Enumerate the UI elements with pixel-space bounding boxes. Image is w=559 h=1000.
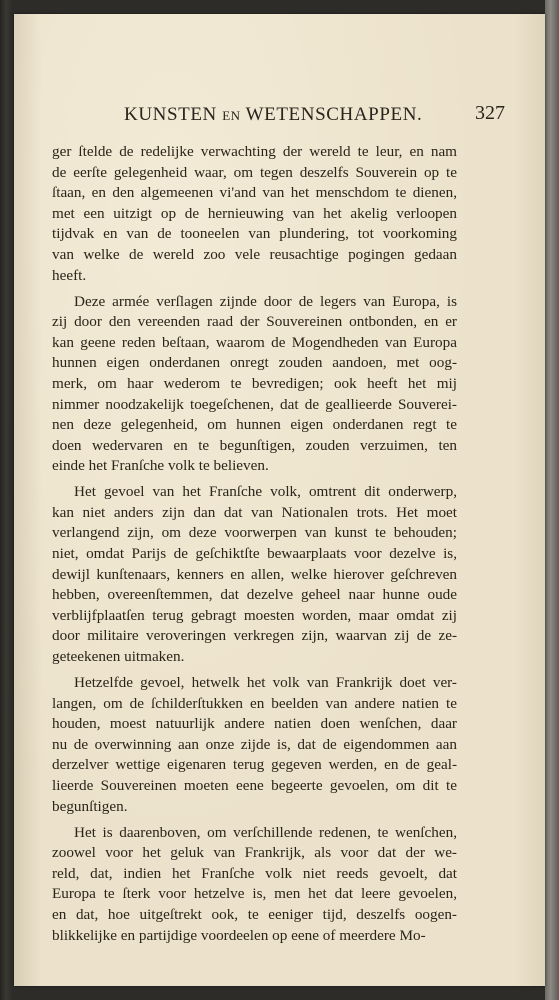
text-line: zoowel voor het geluk van Frankrijk, als voor dat der we- <box>52 844 457 862</box>
scanner-edge-strip <box>545 0 559 1000</box>
page-sheet <box>14 14 545 986</box>
text-line: Europa te ſterk voor hetzelve is, men het dat leere gevoelen, <box>52 885 457 903</box>
text-line: kan geene reden beſtaan, waarom de Mogendheden van Europa <box>52 333 457 351</box>
text-line: begunſtigen. <box>52 797 128 815</box>
text-line: en dat, hoe uitgeſtrekt ook, te eeniger tijd, deszelfs oogen- <box>52 905 457 923</box>
running-head-word-3: WETENSCHAPPEN. <box>245 104 423 125</box>
text-line: Deze armée verſlagen zijnde door de legers van Europa, is <box>74 292 457 310</box>
text-line: ſtaan, en den algemeenen vi'and van het menschdom te dienen, <box>52 184 457 202</box>
page-number: 327 <box>475 102 505 124</box>
text-line: nu de overwinning aan onze zijde is, dat de eigendommen aan <box>52 735 457 753</box>
text-line: geteekenen uitmaken. <box>52 648 185 666</box>
text-line: verlangend zijn, om deze voorwerpen van kunst te behouden; <box>52 524 457 542</box>
text-line: nimmer noodzakelijk toegeſchenen, dat de geallieerde Souverei- <box>52 395 457 413</box>
text-line: heeft. <box>52 266 87 284</box>
text-line: Hetzelfde gevoel, hetwelk het volk van Frankrijk doet ver- <box>74 674 457 692</box>
paragraph <box>52 142 457 286</box>
text-line: ger ſtelde de redelijke verwachting der wereld te leur, en nam <box>52 143 457 160</box>
text-line: reld, dat, indien het Franſche volk niet reeds gevoelt, dat <box>52 864 457 882</box>
text-line: dewijl kunſtenaars, kenners en allen, welke hierover geſchreven <box>52 565 457 583</box>
text-line: zij door den vereenden raad der Souvereinen ontbonden, en er <box>52 313 457 331</box>
running-head <box>124 104 422 126</box>
text-line: derzelver wettige eigenaren terug gegeven werden, en de geal- <box>52 756 457 774</box>
text-line: verblijfplaatſen terug gebragt moesten worden, maar omdat zij <box>52 606 457 624</box>
text-line: de eerſte gelegenheid waar, om tegen deszelfs Souverein op te <box>52 163 457 181</box>
text-line: langen, om de ſchilderſtukken en beelden van andere natien te <box>52 694 457 712</box>
running-head-word-2: EN <box>222 108 241 123</box>
text-line: kan niet anders zijn dan dat van Nationalen trots. Het moet <box>52 503 457 521</box>
paragraph <box>52 823 457 947</box>
paragraph <box>52 482 457 667</box>
text-line: met een uitzigt op de hernieuwing van het akelig verloopen <box>52 204 457 222</box>
text-line: houden, moest natuurlijk andere natien doen wenſchen, daar <box>52 715 457 733</box>
text-line: niet, omdat Parijs de geſchiktſte bewaarplaats voor dezelve is, <box>52 545 457 563</box>
text-line: merk, om haar wederom te bevredigen; ook heeft het mij <box>52 374 457 392</box>
text-line: nen deze gelegenheid, om hunnen eigen onderdanen regt te <box>52 416 457 434</box>
running-head-word-1: KUNSTEN <box>124 104 217 125</box>
paragraph <box>52 292 457 477</box>
text-line: blikkelijke en partijdige voordeelen op eene of meerdere Mo- <box>52 926 426 944</box>
text-line: van welke de wereld zoo vele reusachtige pogingen gedaan <box>52 245 457 263</box>
paragraph <box>52 673 457 817</box>
text-line: Het is daarenboven, om verſchillende redenen, te wenſchen, <box>74 823 457 841</box>
text-line: einde het Franſche volk te believen. <box>52 457 269 475</box>
body-text <box>52 142 457 952</box>
page-header <box>110 100 505 130</box>
text-line: tijdvak en van de tooneelen van plundering, tot voorkoming <box>52 225 457 243</box>
text-line: Het gevoel van het Franſche volk, omtrent dit onderwerp, <box>74 483 457 501</box>
text-line: door militaire veroveringen verkregen zijn, waarvan zij de ze- <box>52 627 457 645</box>
text-line: hunnen eigen onderdanen onregt zouden aandoen, met oog- <box>52 354 457 372</box>
text-line: lieerde Souvereinen moeten eene begeerte gevoelen, om dit te <box>52 776 457 794</box>
text-line: doen wedervaren en te begunſtigen, zouden verzuimen, ten <box>52 436 457 454</box>
text-line: hebben, overeenſtemmen, dat dezelve geheel naar hunne oude <box>52 586 457 604</box>
